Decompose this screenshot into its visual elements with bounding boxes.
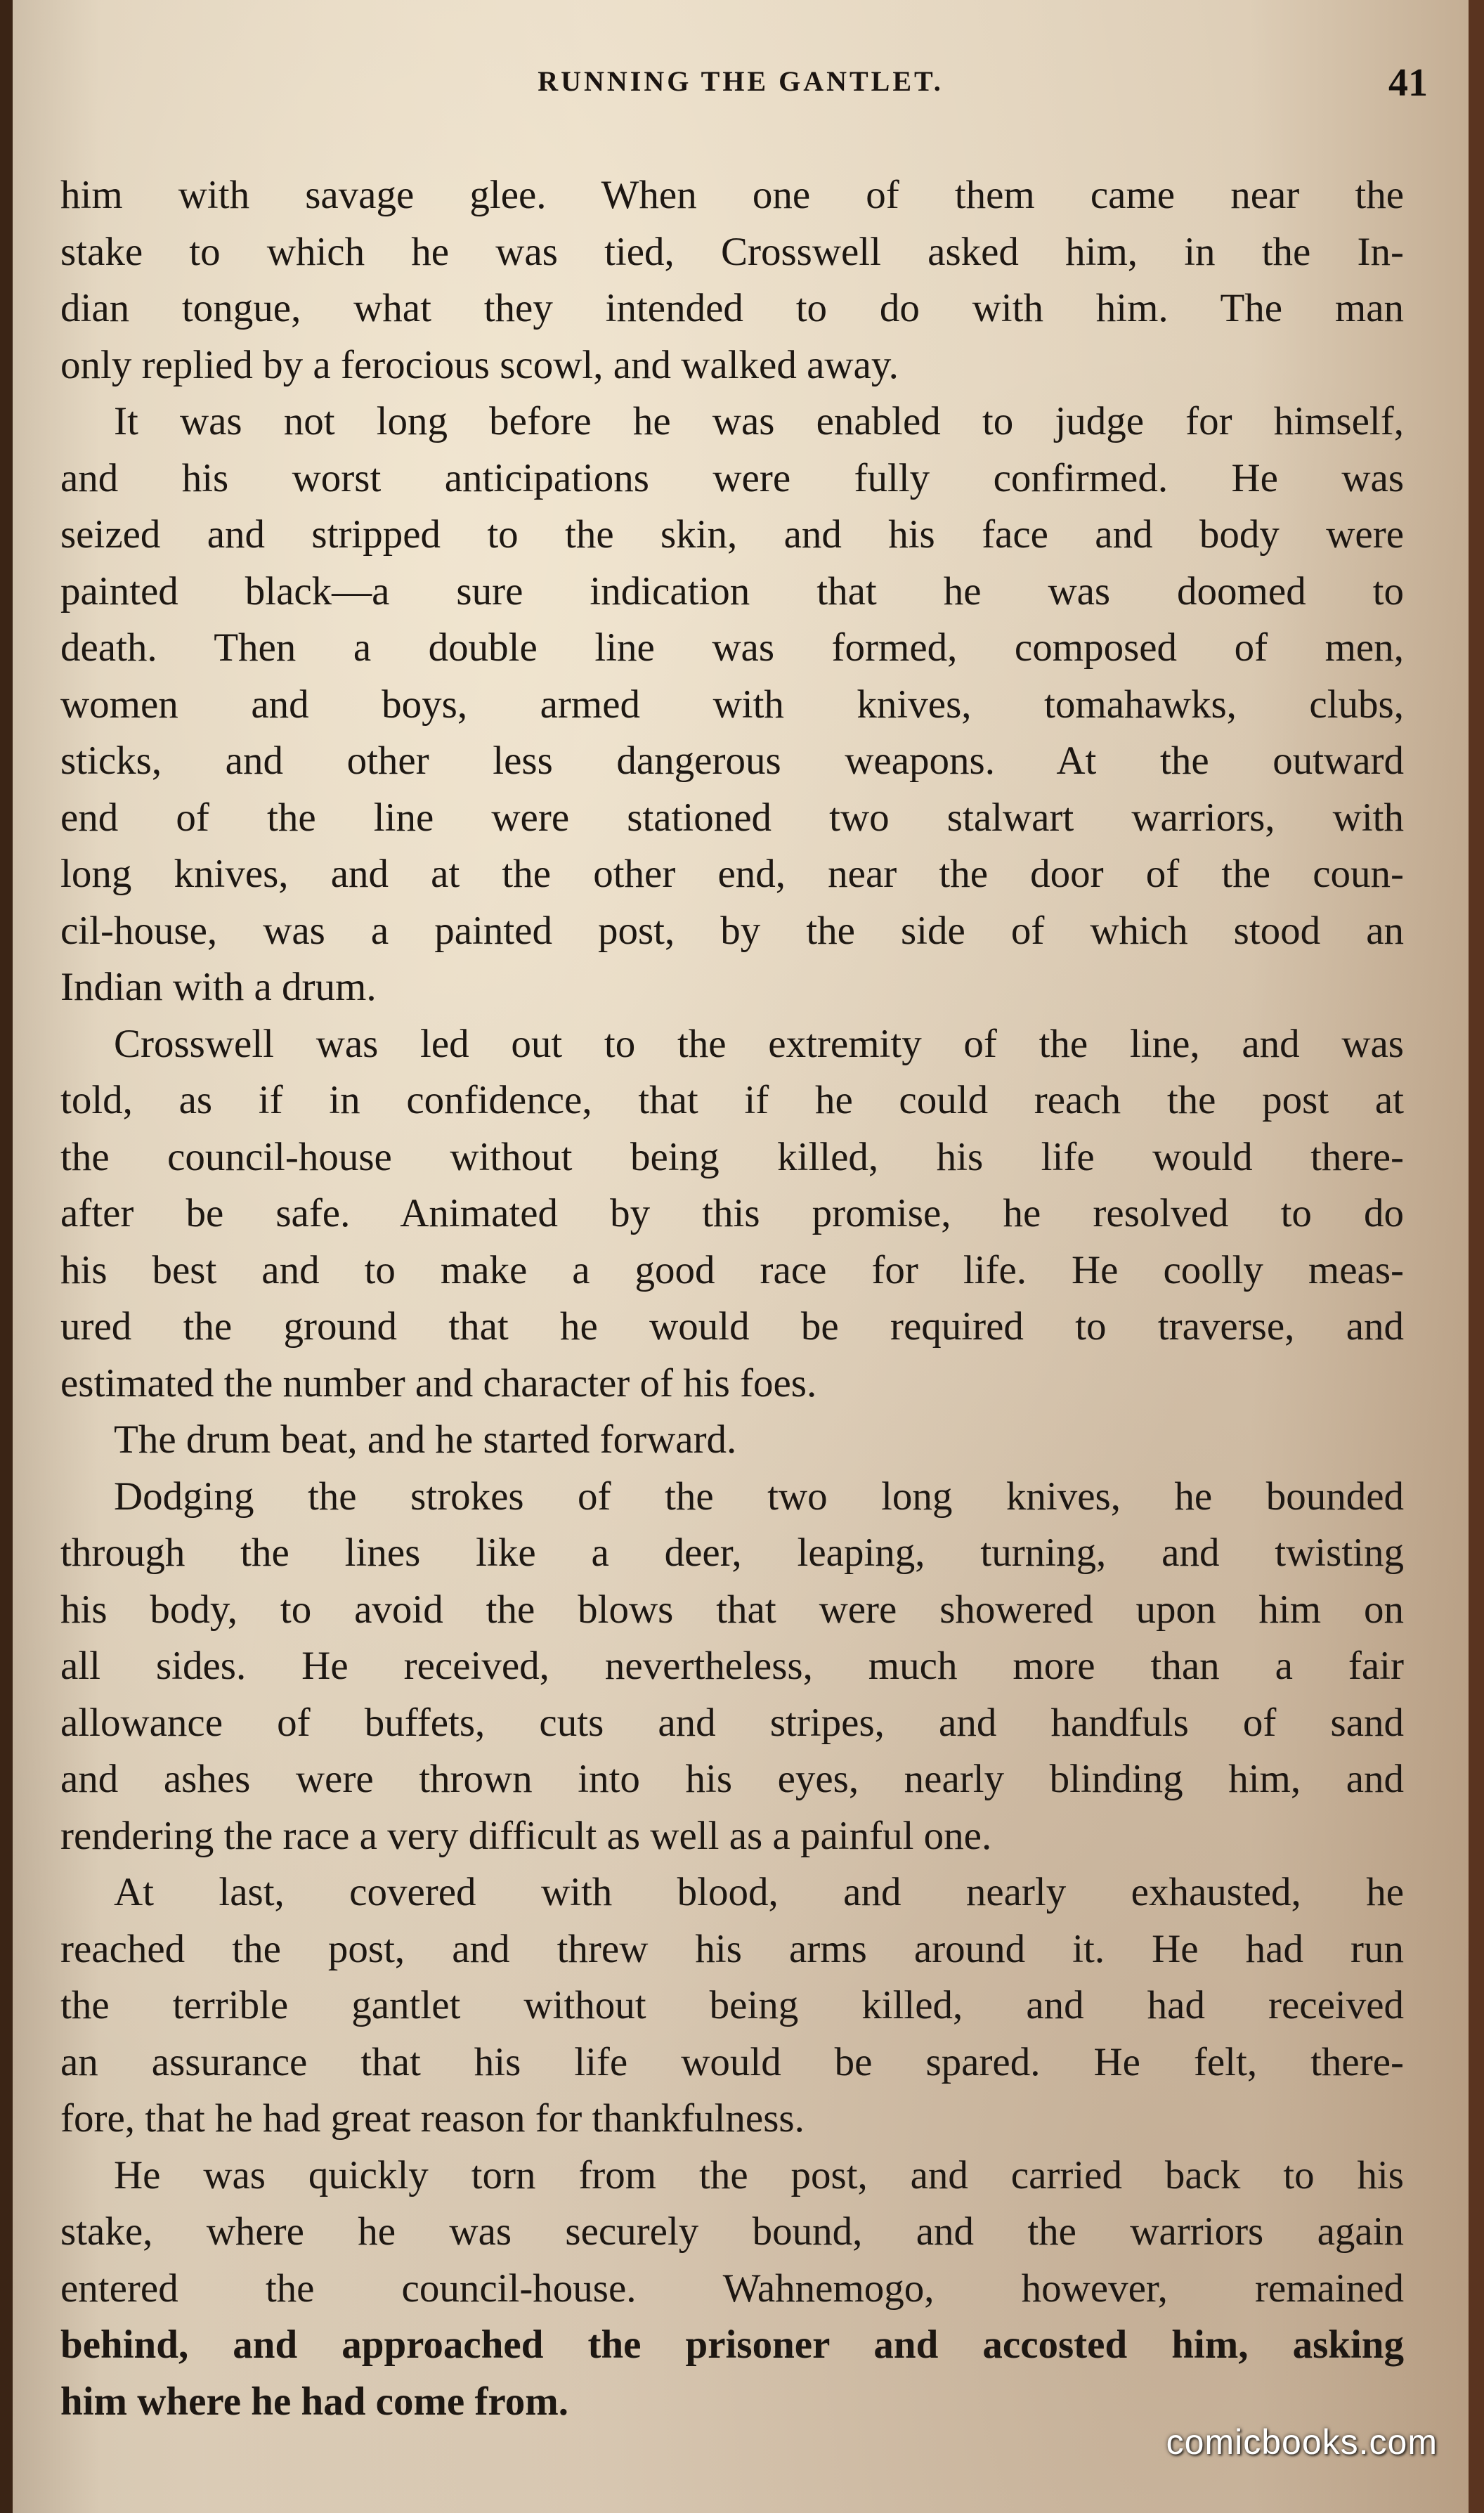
text-line: allowance of buffets, cuts and stripes, and handfuls of sand: [60, 1700, 1404, 1745]
text-line: the council-house without being killed, his life would there-: [60, 1134, 1404, 1179]
text-line: end of the line were stationed two stalwart warriors, with: [60, 795, 1404, 840]
text-line: an assurance that his life would be spared. He felt, there-: [60, 2039, 1404, 2084]
text-line: seized and stripped to the skin, and his face and body were: [60, 512, 1404, 557]
text-line: through the lines like a deer, leaping, turning, and twisting: [60, 1531, 1404, 1575]
body-text: [60, 167, 1404, 2430]
text-line: his best and to make a good race for life. He coolly meas-: [60, 1247, 1404, 1292]
text-line: Indian with a drum.: [60, 965, 377, 1009]
text-line: ured the ground that he would be required to traverse, and: [60, 1304, 1404, 1349]
text-line: entered the council-house. Wahnemogo, however, remained: [60, 2266, 1404, 2311]
text-line: The drum beat, and he started forward.: [114, 1417, 737, 1462]
text-line: women and boys, armed with knives, tomahawks, clubs,: [60, 682, 1404, 727]
text-line: Dodging the strokes of the two long knives, he bounded: [114, 1474, 1404, 1519]
watermark: comicbooks.com: [1166, 2422, 1438, 2462]
text-line: him with savage glee. When one of them came near the: [60, 173, 1404, 217]
text-line: sticks, and other less dangerous weapons. At the outward: [60, 739, 1404, 783]
running-head: RUNNING THE GANTLET.: [538, 65, 944, 97]
page-number: 41: [1388, 61, 1428, 105]
text-line: death. Then a double line was formed, composed of men,: [60, 625, 1404, 670]
text-line: behind, and approached the prisoner and accosted him, asking: [60, 2323, 1404, 2367]
text-line: cil-house, was a painted post, by the side of which stood an: [60, 908, 1404, 953]
text-line: stake to which he was tied, Crosswell asked him, in the In-: [60, 229, 1404, 274]
text-line: At last, covered with blood, and nearly exhausted, he: [114, 1870, 1404, 1914]
text-line: him where he had come from.: [60, 2379, 568, 2424]
text-line: and ashes were thrown into his eyes, nearly blinding him, and: [60, 1757, 1404, 1801]
text-line: estimated the number and character of his foes.: [60, 1361, 817, 1405]
text-line: his body, to avoid the blows that were showered upon him on: [60, 1587, 1404, 1632]
text-line: He was quickly torn from the post, and carried back to his: [114, 2152, 1404, 2197]
text-line: Crosswell was led out to the extremity of the line, and was: [114, 1021, 1404, 1066]
text-line: dian tongue, what they intended to do with him. The man: [60, 286, 1404, 330]
text-line: stake, where he was securely bound, and the warriors again: [60, 2209, 1404, 2254]
text-line: only replied by a ferocious scowl, and walked away.: [60, 342, 899, 387]
text-line: and his worst anticipations were fully confirmed. He was: [60, 455, 1404, 500]
text-line: reached the post, and threw his arms around it. He had run: [60, 1926, 1404, 1971]
text-line: all sides. He received, nevertheless, much more than a fair: [60, 1644, 1404, 1688]
text-line: rendering the race a very difficult as well as a painful one.: [60, 1813, 992, 1858]
text-line: told, as if in confidence, that if he could reach the post at: [60, 1078, 1404, 1122]
text-line: painted black—a sure indication that he was doomed to: [60, 569, 1404, 613]
text-line: after be safe. Animated by this promise, he resolved to do: [60, 1191, 1404, 1235]
text-line: long knives, and at the other end, near the door of the coun-: [60, 852, 1404, 896]
text-line: fore, that he had great reason for thankfulness.: [60, 2096, 805, 2141]
text-line: It was not long before he was enabled to judge for himself,: [114, 399, 1404, 443]
page-header: [13, 61, 1469, 121]
text-line: the terrible gantlet without being killed, and had received: [60, 1983, 1404, 2027]
